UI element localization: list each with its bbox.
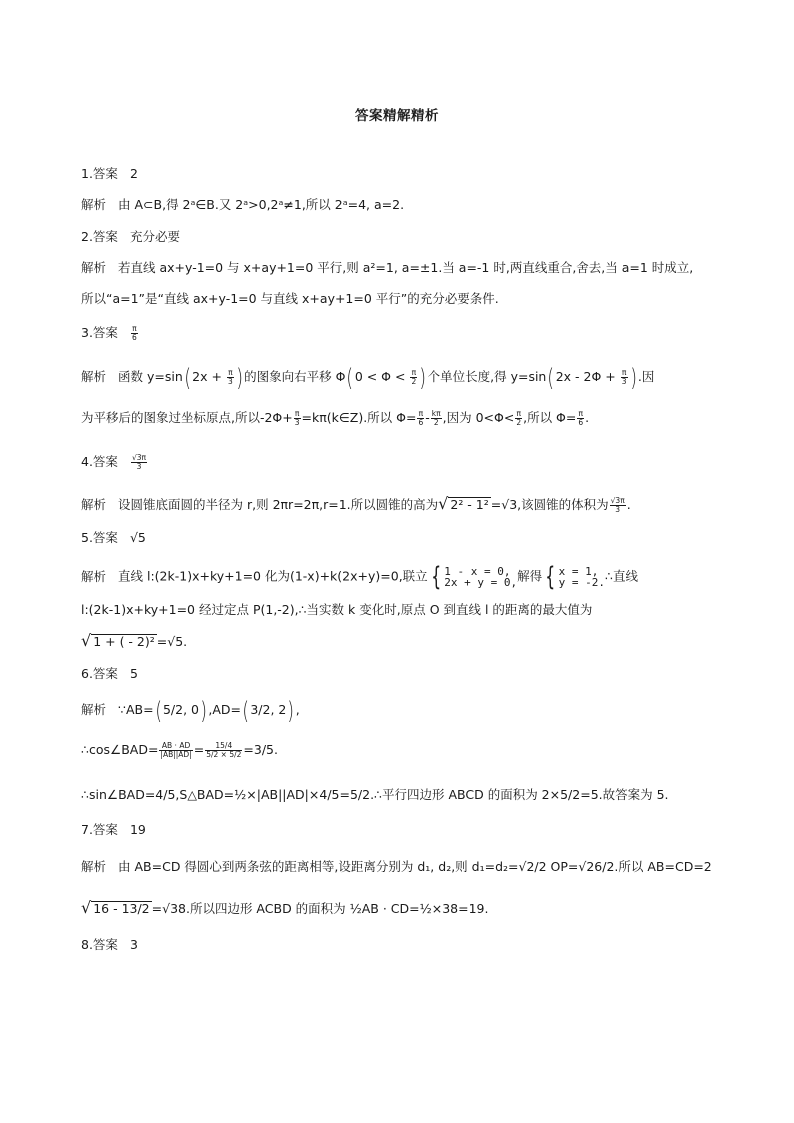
paren: ) bbox=[236, 363, 243, 392]
brace: { bbox=[430, 562, 441, 592]
q6-analysis-line bbox=[81, 696, 300, 725]
q2-analysis-text-2: 所以“a=1”是“直线 ax+y-1=0 与直线 x+ay+1=0 平行”的充分必要条件. bbox=[81, 291, 499, 306]
q7-text: =√38.所以四边形 ACBD 的面积为 ½AB · CD=½×38=19. bbox=[151, 901, 489, 916]
q1-analysis-text: 由 A⊂B,得 2ᵃ∈B.又 2ᵃ>0,2ᵃ≠1,所以 2ᵃ=4, a=2. bbox=[118, 197, 405, 212]
q5-analysis-line-2 bbox=[81, 600, 592, 620]
q3-text: 2x + bbox=[192, 369, 222, 384]
q4-text: =√3,该圆锥的体积为 bbox=[490, 497, 609, 512]
q6-vector-ad: 3/2, 2 bbox=[250, 702, 287, 717]
q3-text: .因 bbox=[637, 369, 655, 384]
q4-answer-line bbox=[81, 452, 148, 472]
sqrt-sign: √ bbox=[438, 494, 449, 513]
q5-system-1: 1 - x = 0, 2x + y = 0, bbox=[444, 565, 518, 589]
q5-analysis-label: 解析 bbox=[81, 568, 107, 584]
q3-text: . bbox=[585, 410, 590, 425]
q4-answer-label: 4.答案 bbox=[81, 454, 118, 469]
q7-answer-label: 7.答案 bbox=[81, 822, 118, 837]
q6-analysis-line-3 bbox=[81, 785, 669, 805]
q4-volume: $\frac{√3\pi}{3}$ bbox=[610, 496, 625, 514]
q6-answer-label: 6.答案 bbox=[81, 666, 118, 681]
q5-text: ∴直线 bbox=[605, 568, 638, 584]
q6-text: ∴cos∠BAD= bbox=[81, 742, 159, 757]
brace: { bbox=[545, 562, 556, 592]
q4-text: . bbox=[626, 497, 631, 512]
q6-text: =3/5. bbox=[243, 742, 278, 757]
paren: ( bbox=[154, 696, 162, 725]
q3-frac: $\frac{\pi}{2}$ bbox=[411, 368, 417, 386]
q5-radicand: 1 + ( - 2)² bbox=[93, 634, 155, 649]
q7-analysis-label: 解析 bbox=[81, 859, 107, 874]
q6-vector-ab: 5/2, 0 bbox=[162, 702, 199, 717]
q3-text: 个单位长度,得 y=sin bbox=[427, 369, 547, 384]
q1-analysis-label: 解析 bbox=[81, 197, 107, 212]
q4-analysis-line bbox=[81, 494, 631, 515]
q3-frac: $\frac{\pi}{3}$ bbox=[294, 409, 300, 427]
q3-text: 为平移后的图象过坐标原点,所以-2Φ+ bbox=[81, 410, 293, 425]
q5-analysis-line bbox=[81, 562, 638, 592]
q3-frac: $\frac{\pi}{3}$ bbox=[227, 368, 233, 386]
q4-text: 设圆锥底面圆的半径为 r,则 2πr=2π,r=1.所以圆锥的高为 bbox=[118, 497, 439, 512]
paren: ( bbox=[184, 363, 191, 392]
q3-text: ,因为 0<Φ< bbox=[442, 410, 515, 425]
q1-answer-label: 1.答案 bbox=[81, 166, 118, 181]
q3-text: ,所以 Φ= bbox=[523, 410, 577, 425]
q6-cos-frac: $\frac{AB \cdot AD}{|AB||AD|}$ bbox=[160, 741, 192, 759]
q5-answer-line bbox=[81, 528, 146, 548]
q2-answer: 充分必要 bbox=[129, 229, 180, 244]
paren: ) bbox=[287, 696, 295, 725]
q1-analysis-line bbox=[81, 195, 404, 215]
q8-answer: 3 bbox=[129, 937, 138, 952]
q2-analysis-text-1: 若直线 ax+y-1=0 与 x+ay+1=0 平行,则 a²=1, a=±1.当 a=-1 时,两直线重合,舍去,当 a=1 时成立, bbox=[118, 260, 694, 275]
q2-analysis-label: 解析 bbox=[81, 260, 107, 275]
q6-answer: 5 bbox=[129, 666, 138, 681]
q5-text: 解得 bbox=[517, 568, 543, 584]
q2-answer-label: 2.答案 bbox=[81, 229, 118, 244]
sqrt-sign: √ bbox=[81, 631, 92, 650]
paren: ) bbox=[419, 363, 427, 392]
q3-analysis-label: 解析 bbox=[81, 369, 107, 384]
paren: ( bbox=[242, 696, 249, 725]
q3-frac: $\frac{\pi}{3}$ bbox=[621, 368, 627, 386]
q3-frac: $\frac{\pi}{2}$ bbox=[516, 409, 522, 427]
q6-text: ∵AB= bbox=[118, 702, 154, 717]
q3-answer-line bbox=[81, 323, 139, 343]
q3-frac: $\frac{\pi}{6}$ bbox=[418, 409, 424, 427]
q3-frac: $\frac{\pi}{6}$ bbox=[578, 409, 584, 427]
q3-frac: $\frac{k\pi}{2}$ bbox=[431, 409, 441, 427]
q2-answer-line bbox=[81, 227, 180, 247]
q7-radicand: 16 - 13/2 bbox=[93, 901, 150, 916]
q7-answer: 19 bbox=[129, 822, 146, 837]
paren: ) bbox=[629, 363, 637, 392]
paren: ( bbox=[346, 363, 354, 392]
sqrt-sign: √ bbox=[81, 898, 92, 917]
q2-analysis-line bbox=[81, 258, 693, 278]
q4-radicand: 2² - 1² bbox=[450, 497, 489, 512]
q5-answer: √5 bbox=[129, 530, 146, 545]
q5-answer-label: 5.答案 bbox=[81, 530, 118, 545]
q6-cos-frac-2: $\frac{15/4}{5/2 \times 5/2}$ bbox=[206, 741, 242, 759]
q1-answer: 2 bbox=[129, 166, 138, 181]
q6-analysis-line-2 bbox=[81, 740, 278, 760]
paren: ( bbox=[547, 363, 555, 392]
page-title: 答案精解精析 bbox=[355, 108, 439, 124]
q4-answer: $\frac{√3\pi}{3}$ bbox=[131, 453, 147, 471]
q6-text: , bbox=[295, 702, 300, 717]
q4-analysis-label: 解析 bbox=[81, 497, 107, 512]
q3-text: =kπ(k∈Z).所以 Φ= bbox=[301, 410, 417, 425]
q3-text: 2x - 2Φ + bbox=[555, 369, 616, 384]
q6-text: ∴sin∠BAD=4/5,S△BAD=½×|AB||AD|×4/5=5/2.∴平行四边形 ABCD 的面积为 2×5/2=5.故答案为 5. bbox=[81, 787, 669, 802]
q6-analysis-label: 解析 bbox=[81, 702, 107, 717]
q6-text: = bbox=[193, 742, 205, 757]
q3-text: 函数 y=sin bbox=[118, 369, 183, 384]
q5-text: l:(2k-1)x+ky+1=0 经过定点 P(1,-2),∴当实数 k 变化时,原点 O 到直线 l 的距离的最大值为 bbox=[81, 602, 593, 617]
q3-analysis-line-2 bbox=[81, 408, 589, 428]
q7-analysis-line-2 bbox=[81, 898, 488, 919]
q7-answer-line bbox=[81, 820, 146, 840]
q6-answer-line bbox=[81, 664, 138, 684]
q5-system-2: x = 1, y = -2. bbox=[558, 565, 605, 589]
q5-text: 直线 l:(2k-1)x+ky+1=0 化为(1-x)+k(2x+y)=0,联立 bbox=[118, 568, 428, 584]
q3-text: 0 < Φ < bbox=[354, 369, 406, 384]
q3-answer-label: 3.答案 bbox=[81, 325, 118, 340]
q3-text: - bbox=[425, 410, 430, 425]
q3-analysis-line bbox=[81, 363, 655, 392]
paren: ) bbox=[200, 696, 207, 725]
q5-analysis-line-3 bbox=[81, 631, 187, 652]
q5-text: =√5. bbox=[156, 634, 188, 649]
q2-analysis-line-2 bbox=[81, 289, 499, 309]
q8-answer-line bbox=[81, 935, 138, 955]
q6-text: ,AD= bbox=[208, 702, 241, 717]
q7-text: 由 AB=CD 得圆心到两条弦的距离相等,设距离分别为 d₁, d₂,则 d₁=d₂=√2/2 OP=√26/2.所以 AB=CD=2 bbox=[118, 859, 712, 874]
q3-text: 的图象向右平移 Φ bbox=[244, 369, 346, 384]
q1-answer-line bbox=[81, 164, 138, 184]
q7-analysis-line bbox=[81, 857, 712, 877]
q3-answer: $\frac{\pi}{6}$ bbox=[131, 324, 137, 342]
q8-answer-label: 8.答案 bbox=[81, 937, 118, 952]
